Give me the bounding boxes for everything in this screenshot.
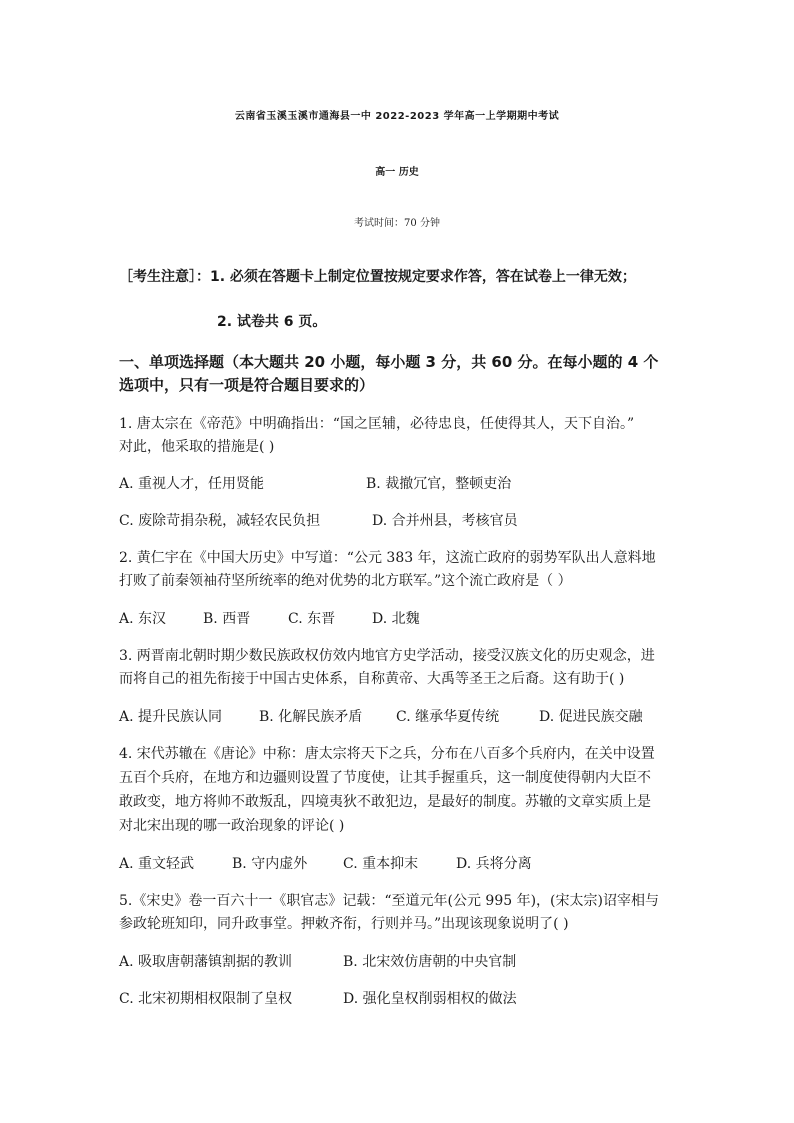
question-1-option-a[interactable]: A. 重视人才，任用贤能	[119, 476, 265, 492]
question-4-option-c[interactable]: C. 重本抑末	[343, 856, 419, 872]
question-1-option-b[interactable]: B. 裁撤冗官，整顿吏治	[366, 476, 512, 492]
question-1-option-d[interactable]: D. 合并州县，考核官员	[372, 513, 518, 529]
exam-title: 云南省玉溪玉溪市通海县一中 2022-2023 学年高一上学期期中考试	[234, 111, 560, 122]
question-4-stem-line-4: 对北宋出现的哪一政治现象的评论( )	[119, 818, 345, 834]
question-2-option-d[interactable]: D. 北魏	[372, 611, 420, 627]
question-3-option-c[interactable]: C. 继承华夏传统	[396, 709, 500, 725]
question-5-option-a[interactable]: A. 吸取唐朝藩镇割据的教训	[119, 954, 293, 970]
question-3-option-b[interactable]: B. 化解民族矛盾	[259, 709, 363, 725]
section-heading-line-2: 选项中，只有一项是符合题目要求的）	[119, 376, 375, 394]
exam-subtitle: 高一 历史	[375, 167, 419, 178]
question-2-stem-line-1: 2. 黄仁宇在《中国大历史》中写道：“公元 383 年，这流亡政府的弱势军队出人意料地	[119, 550, 656, 566]
question-2-option-c[interactable]: C. 东晋	[288, 611, 336, 627]
question-4-stem-line-1: 4. 宋代苏辙在《唐论》中称：唐太宗将天下之兵，分布在八百多个兵府内，在关中设置	[119, 746, 655, 762]
question-5-stem-line-1: 5.《宋史》卷一百六十一《职官志》记载：“至道元年(公元 995 年)，(宋太宗)诏宰相与	[119, 893, 659, 909]
question-3-option-d[interactable]: D. 促进民族交融	[539, 709, 643, 725]
question-4-option-d[interactable]: D. 兵将分离	[456, 856, 532, 872]
question-4-stem-line-2: 五百个兵府，在地方和边疆则设置了节度使，让其手握重兵，这一制度使得朝内大臣不	[119, 770, 651, 786]
section-heading-line-1: 一、单项选择题（本大题共 20 小题，每小题 3 分，共 60 分。在每小题的 4 个	[119, 353, 659, 371]
question-1-stem-line-2: 对此，他采取的措施是( )	[119, 439, 275, 455]
question-4-stem-line-3: 敢政变，地方将帅不敢叛乱，四境夷狄不敢犯边，是最好的制度。苏辙的文章实质上是	[119, 794, 651, 810]
question-3-option-a[interactable]: A. 提升民族认同	[119, 709, 223, 725]
question-4-option-a[interactable]: A. 重文轻武	[119, 856, 195, 872]
question-3-stem-line-1: 3. 两晋南北朝时期少数民族政权仿效内地官方史学活动，接受汉族文化的历史观念，进	[119, 648, 655, 664]
question-4-option-b[interactable]: B. 守内虚外	[232, 856, 308, 872]
question-5-option-b[interactable]: B. 北宋效仿唐朝的中央官制	[343, 954, 517, 970]
question-2-option-a[interactable]: A. 东汉	[119, 611, 167, 627]
question-3-stem-line-2: 而将自己的祖先衔接于中国古史体系，自称黄帝、大禹等圣王之后裔。这有助于( )	[119, 671, 625, 687]
question-5-stem-line-2: 参政轮班知印，同升政事堂。押敕齐衔，行则并马。”出现该现象说明了( )	[119, 916, 569, 932]
question-5-option-d[interactable]: D. 强化皇权削弱相权的做法	[343, 991, 517, 1007]
question-2-option-b[interactable]: B. 西晋	[203, 611, 251, 627]
question-1-stem-line-1: 1. 唐太宗在《帝范》中明确指出：“国之匡辅，必待忠良，任使得其人，天下自治。”	[119, 416, 635, 432]
question-5-option-c[interactable]: C. 北宋初期相权限制了皇权	[119, 991, 293, 1007]
notice-line-2: 2. 试卷共 6 页。	[217, 314, 327, 330]
question-2-stem-line-2: 打败了前秦领袖苻坚所统率的绝对优势的北方联军。”这个流亡政府是（ ）	[119, 573, 572, 589]
exam-time: 考试时间：70 分钟	[354, 218, 440, 229]
notice-line-1: ［考生注意］：1. 必须在答题卡上制定位置按规定要求作答，答在试卷上一律无效；	[119, 269, 636, 285]
question-1-option-c[interactable]: C. 废除苛捐杂税，减轻农民负担	[119, 513, 321, 529]
